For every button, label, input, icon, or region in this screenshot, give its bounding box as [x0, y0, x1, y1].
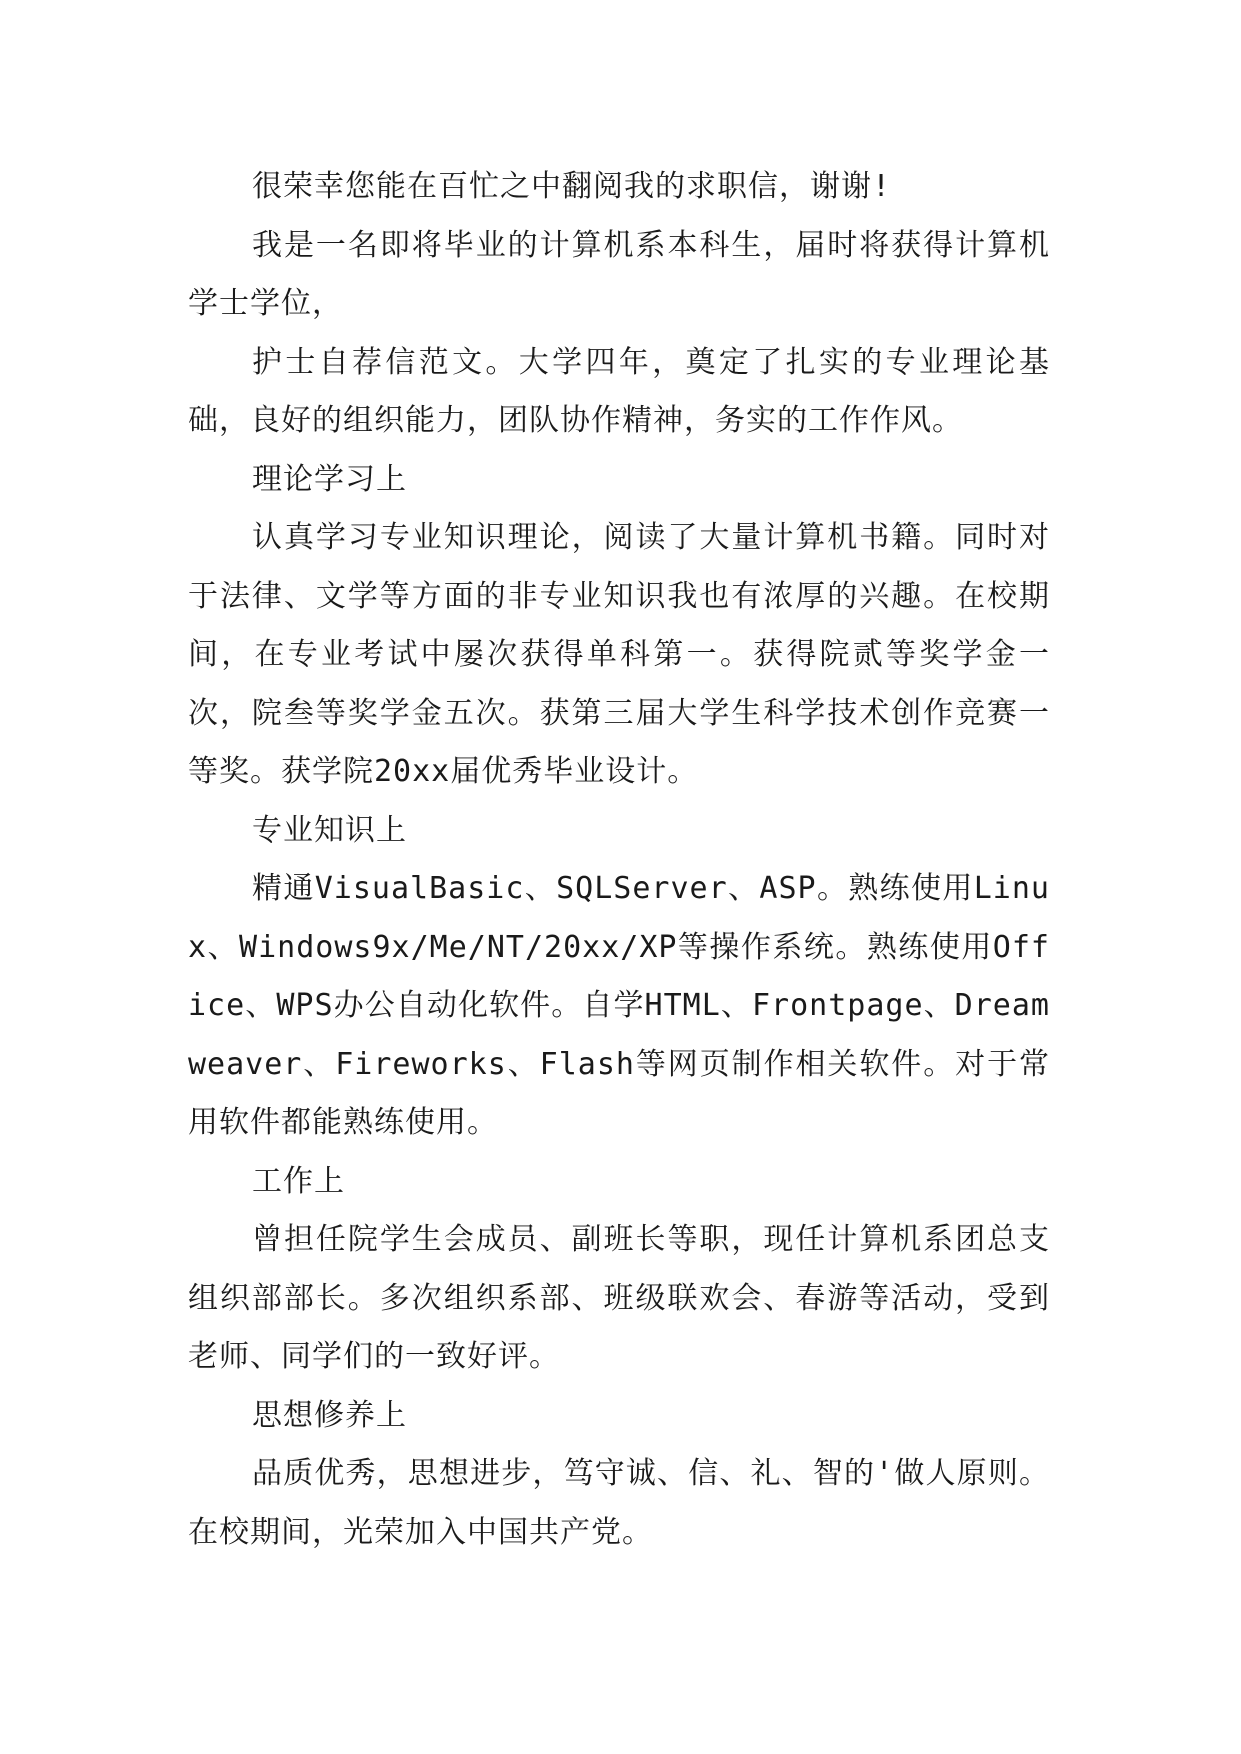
paragraph-work: 曾担任院学生会成员、副班长等职，现任计算机系团总支组织部部长。多次组织系部、班级联欢会、春游等活动，受到老师、同学们的一致好评。	[188, 1222, 1050, 1374]
section-heading-character: 思想修养上	[252, 1397, 407, 1433]
letter-body	[188, 158, 1050, 1562]
paragraph-summary: 护士自荐信范文。大学四年，奠定了扎实的专业理论基础，良好的组织能力，团队协作精神，务实的工作作风。	[188, 344, 1050, 438]
paragraph-character: 品质优秀，思想进步，笃守诚、信、礼、智的'做人原则。在校期间，光荣加入中国共产党。	[188, 1456, 1050, 1550]
section-heading-theory: 理论学习上	[252, 461, 407, 497]
section-heading-work: 工作上	[252, 1163, 345, 1199]
paragraph-theory: 认真学习专业知识理论，阅读了大量计算机书籍。同时对于法律、文学等方面的非专业知识我也有浓厚的兴趣。在校期间，在专业考试中屡次获得单科第一。获得院贰等奖学金一次，院叁等奖学金五次。获第三届大学生科学技术创作竞赛一等奖。获学院20xx届优秀毕业设计。	[188, 520, 1050, 789]
section-heading-skills: 专业知识上	[252, 812, 407, 848]
paragraph-intro: 我是一名即将毕业的计算机系本科生，届时将获得计算机学士学位，	[188, 227, 1050, 321]
paragraph-greeting: 很荣幸您能在百忙之中翻阅我的求职信，谢谢!	[252, 169, 892, 204]
paragraph-skills: 精通VisualBasic、SQLServer、ASP。熟练使用Linux、Windows9x/Me/NT/20xx/XP等操作系统。熟练使用Office、WPS办公自动化软件。自学HTML、Frontpage、Dreamweaver、Fireworks、Flash等网页制作相关软件。对于常用软件都能熟练使用。	[188, 871, 1050, 1140]
